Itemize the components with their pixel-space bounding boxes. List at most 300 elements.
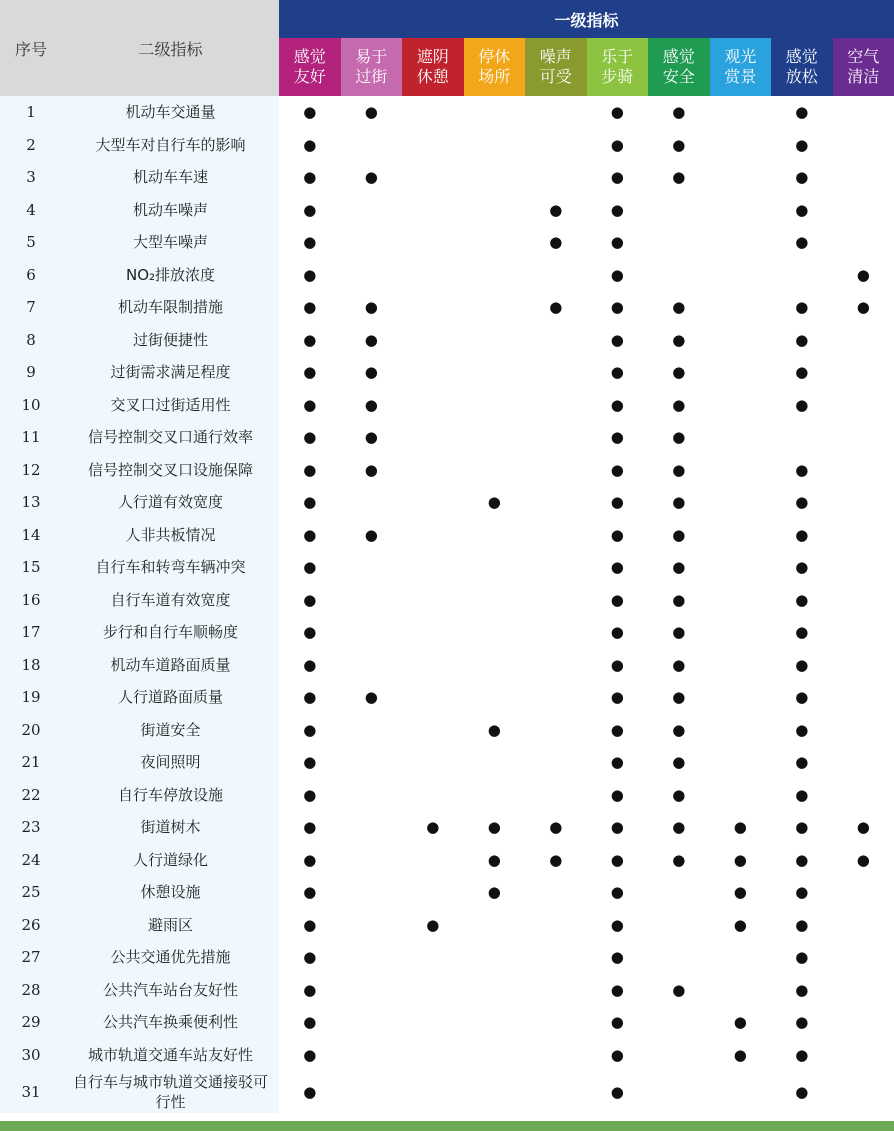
row-index: 12 bbox=[0, 454, 62, 487]
mark-cell bbox=[402, 649, 464, 682]
mark-cell bbox=[771, 1039, 833, 1072]
dot-marker: ● bbox=[733, 1045, 747, 1064]
mark-cell bbox=[710, 454, 772, 487]
indicator-rows bbox=[0, 96, 894, 1113]
mark-cell bbox=[833, 941, 894, 974]
table-row bbox=[0, 324, 894, 357]
category-line2: 友好 bbox=[293, 67, 326, 86]
mark-cell bbox=[587, 421, 649, 454]
mark-cell bbox=[279, 649, 341, 682]
mark-cell bbox=[710, 259, 772, 292]
dot-marker: ● bbox=[795, 688, 809, 707]
category-line2: 场所 bbox=[478, 67, 511, 86]
mark-cell bbox=[279, 909, 341, 942]
table-row bbox=[0, 844, 894, 877]
mark-cell bbox=[833, 746, 894, 779]
category-header-6 bbox=[587, 38, 649, 96]
mark-cell bbox=[833, 844, 894, 877]
mark-cell bbox=[648, 96, 710, 129]
dot-marker: ● bbox=[795, 980, 809, 999]
mark-cell bbox=[341, 421, 403, 454]
dot-marker: ● bbox=[795, 753, 809, 772]
mark-cell bbox=[341, 681, 403, 714]
secondary-indicator-name: 自行车与城市轨道交通接驳可行性 bbox=[62, 1071, 279, 1113]
category-line2: 赏景 bbox=[724, 67, 757, 86]
dot-marker: ● bbox=[364, 395, 378, 414]
dot-marker: ● bbox=[610, 395, 624, 414]
secondary-indicator-name: 休憩设施 bbox=[62, 876, 279, 909]
mark-cell bbox=[402, 1071, 464, 1113]
secondary-indicator-name: 过街便捷性 bbox=[62, 324, 279, 357]
dot-marker: ● bbox=[487, 818, 501, 837]
mark-cell bbox=[464, 876, 526, 909]
mark-cell bbox=[279, 551, 341, 584]
mark-cell bbox=[525, 746, 587, 779]
dot-marker: ● bbox=[610, 655, 624, 674]
dot-marker: ● bbox=[856, 265, 870, 284]
mark-cell bbox=[587, 681, 649, 714]
row-index: 25 bbox=[0, 876, 62, 909]
secondary-indicator-name: 过街需求满足程度 bbox=[62, 356, 279, 389]
mark-cell bbox=[279, 486, 341, 519]
dot-marker: ● bbox=[672, 720, 686, 739]
mark-cell bbox=[833, 779, 894, 812]
dot-marker: ● bbox=[856, 850, 870, 869]
dot-marker: ● bbox=[795, 103, 809, 122]
dot-marker: ● bbox=[795, 493, 809, 512]
mark-cell bbox=[341, 584, 403, 617]
mark-cell bbox=[341, 1071, 403, 1113]
mark-cell bbox=[279, 324, 341, 357]
mark-cell bbox=[341, 714, 403, 747]
row-index: 17 bbox=[0, 616, 62, 649]
mark-cell bbox=[525, 519, 587, 552]
mark-cell bbox=[833, 909, 894, 942]
mark-cell bbox=[525, 454, 587, 487]
mark-cell bbox=[648, 324, 710, 357]
mark-cell bbox=[525, 324, 587, 357]
mark-cell bbox=[464, 811, 526, 844]
mark-cell bbox=[279, 161, 341, 194]
mark-cell bbox=[587, 259, 649, 292]
mark-cell bbox=[279, 714, 341, 747]
mark-cell bbox=[525, 909, 587, 942]
mark-cell bbox=[341, 844, 403, 877]
mark-cell bbox=[279, 454, 341, 487]
mark-cell bbox=[710, 389, 772, 422]
row-index: 15 bbox=[0, 551, 62, 584]
mark-cell bbox=[279, 941, 341, 974]
mark-cell bbox=[279, 519, 341, 552]
dot-marker: ● bbox=[303, 1045, 317, 1064]
table-row bbox=[0, 714, 894, 747]
dot-marker: ● bbox=[303, 883, 317, 902]
mark-cell bbox=[710, 746, 772, 779]
table-row bbox=[0, 551, 894, 584]
mark-cell bbox=[771, 714, 833, 747]
mark-cell bbox=[833, 876, 894, 909]
mark-cell bbox=[464, 941, 526, 974]
mark-cell bbox=[833, 194, 894, 227]
mark-cell bbox=[464, 649, 526, 682]
mark-cell bbox=[771, 259, 833, 292]
mark-cell bbox=[587, 974, 649, 1007]
category-header-3 bbox=[402, 38, 464, 96]
dot-marker: ● bbox=[303, 233, 317, 252]
secondary-indicator-name: 避雨区 bbox=[62, 909, 279, 942]
dot-marker: ● bbox=[610, 233, 624, 252]
mark-cell bbox=[587, 486, 649, 519]
mark-cell bbox=[710, 1071, 772, 1113]
mark-cell bbox=[648, 259, 710, 292]
mark-cell bbox=[279, 1039, 341, 1072]
mark-cell bbox=[464, 844, 526, 877]
dot-marker: ● bbox=[672, 558, 686, 577]
mark-cell bbox=[464, 779, 526, 812]
category-line2: 安全 bbox=[662, 67, 695, 86]
table-row bbox=[0, 194, 894, 227]
mark-cell bbox=[279, 584, 341, 617]
row-index: 28 bbox=[0, 974, 62, 1007]
mark-cell bbox=[648, 584, 710, 617]
category-header-4 bbox=[464, 38, 526, 96]
mark-cell bbox=[833, 291, 894, 324]
dot-marker: ● bbox=[610, 948, 624, 967]
mark-cell bbox=[771, 324, 833, 357]
secondary-indicator-name: 步行和自行车顺畅度 bbox=[62, 616, 279, 649]
dot-marker: ● bbox=[303, 915, 317, 934]
mark-cell bbox=[648, 909, 710, 942]
mark-cell bbox=[341, 486, 403, 519]
mark-cell bbox=[464, 129, 526, 162]
mark-cell bbox=[402, 1039, 464, 1072]
mark-cell bbox=[402, 714, 464, 747]
dot-marker: ● bbox=[795, 1013, 809, 1032]
mark-cell bbox=[648, 1006, 710, 1039]
mark-cell bbox=[833, 454, 894, 487]
secondary-indicator-name: 夜间照明 bbox=[62, 746, 279, 779]
dot-marker: ● bbox=[303, 168, 317, 187]
category-line1: 观光 bbox=[724, 47, 757, 66]
mark-cell bbox=[279, 974, 341, 1007]
dot-marker: ● bbox=[610, 785, 624, 804]
mark-cell bbox=[771, 421, 833, 454]
mark-cell bbox=[710, 161, 772, 194]
mark-cell bbox=[402, 194, 464, 227]
dot-marker: ● bbox=[303, 428, 317, 447]
mark-cell bbox=[771, 1071, 833, 1113]
mark-cell bbox=[341, 876, 403, 909]
dot-marker: ● bbox=[795, 883, 809, 902]
mark-cell bbox=[710, 649, 772, 682]
table-row bbox=[0, 746, 894, 779]
mark-cell bbox=[402, 454, 464, 487]
dot-marker: ● bbox=[672, 980, 686, 999]
dot-marker: ● bbox=[795, 363, 809, 382]
dot-marker: ● bbox=[672, 525, 686, 544]
mark-cell bbox=[587, 714, 649, 747]
secondary-indicator-name: 大型车噪声 bbox=[62, 226, 279, 259]
mark-cell bbox=[464, 96, 526, 129]
dot-marker: ● bbox=[303, 753, 317, 772]
dot-marker: ● bbox=[610, 1013, 624, 1032]
dot-marker: ● bbox=[733, 1013, 747, 1032]
dot-marker: ● bbox=[733, 883, 747, 902]
category-line2: 休憩 bbox=[416, 67, 449, 86]
mark-cell bbox=[648, 649, 710, 682]
mark-cell bbox=[402, 421, 464, 454]
mark-cell bbox=[402, 974, 464, 1007]
row-index: 29 bbox=[0, 1006, 62, 1039]
mark-cell bbox=[402, 96, 464, 129]
mark-cell bbox=[771, 1006, 833, 1039]
dot-marker: ● bbox=[795, 948, 809, 967]
mark-cell bbox=[279, 876, 341, 909]
mark-cell bbox=[771, 681, 833, 714]
mark-cell bbox=[771, 356, 833, 389]
dot-marker: ● bbox=[303, 980, 317, 999]
table-row bbox=[0, 584, 894, 617]
mark-cell bbox=[771, 974, 833, 1007]
dot-marker: ● bbox=[672, 785, 686, 804]
mark-cell bbox=[525, 356, 587, 389]
mark-cell bbox=[833, 324, 894, 357]
category-line1: 停休 bbox=[478, 47, 511, 66]
category-header-1 bbox=[279, 38, 341, 96]
dot-marker: ● bbox=[610, 200, 624, 219]
dot-marker: ● bbox=[795, 460, 809, 479]
mark-cell bbox=[587, 779, 649, 812]
row-index: 4 bbox=[0, 194, 62, 227]
dot-marker: ● bbox=[303, 720, 317, 739]
mark-cell bbox=[341, 259, 403, 292]
mark-cell bbox=[587, 1039, 649, 1072]
row-index: 10 bbox=[0, 389, 62, 422]
dot-marker: ● bbox=[303, 785, 317, 804]
mark-cell bbox=[341, 389, 403, 422]
mark-cell bbox=[648, 194, 710, 227]
row-index: 16 bbox=[0, 584, 62, 617]
dot-marker: ● bbox=[795, 915, 809, 934]
dot-marker: ● bbox=[303, 818, 317, 837]
mark-cell bbox=[402, 811, 464, 844]
mark-cell bbox=[833, 681, 894, 714]
table-row bbox=[0, 649, 894, 682]
mark-cell bbox=[279, 421, 341, 454]
dot-marker: ● bbox=[303, 558, 317, 577]
dot-marker: ● bbox=[610, 135, 624, 154]
dot-marker: ● bbox=[364, 525, 378, 544]
mark-cell bbox=[771, 96, 833, 129]
category-line1: 易于 bbox=[355, 47, 388, 66]
mark-cell bbox=[587, 1006, 649, 1039]
mark-cell bbox=[710, 421, 772, 454]
mark-cell bbox=[587, 551, 649, 584]
row-index: 13 bbox=[0, 486, 62, 519]
dot-marker: ● bbox=[303, 395, 317, 414]
mark-cell bbox=[525, 1039, 587, 1072]
table-row bbox=[0, 1071, 894, 1113]
mark-cell bbox=[710, 291, 772, 324]
dot-marker: ● bbox=[733, 850, 747, 869]
table-row bbox=[0, 616, 894, 649]
row-index: 23 bbox=[0, 811, 62, 844]
dot-marker: ● bbox=[610, 363, 624, 382]
secondary-indicator-name: 人行道绿化 bbox=[62, 844, 279, 877]
table-row bbox=[0, 876, 894, 909]
mark-cell bbox=[402, 486, 464, 519]
table-row bbox=[0, 161, 894, 194]
mark-cell bbox=[279, 779, 341, 812]
mark-cell bbox=[341, 779, 403, 812]
mark-cell bbox=[464, 421, 526, 454]
secondary-indicator-name: 机动车噪声 bbox=[62, 194, 279, 227]
row-index: 2 bbox=[0, 129, 62, 162]
category-header-10 bbox=[833, 38, 894, 96]
mark-cell bbox=[341, 746, 403, 779]
secondary-indicator-name: 人行道路面质量 bbox=[62, 681, 279, 714]
row-index: 27 bbox=[0, 941, 62, 974]
dot-marker: ● bbox=[795, 818, 809, 837]
mark-cell bbox=[648, 844, 710, 877]
mark-cell bbox=[648, 454, 710, 487]
dot-marker: ● bbox=[303, 493, 317, 512]
table-row bbox=[0, 259, 894, 292]
mark-cell bbox=[402, 941, 464, 974]
row-index: 3 bbox=[0, 161, 62, 194]
secondary-indicator-name: 机动车限制措施 bbox=[62, 291, 279, 324]
mark-cell bbox=[771, 844, 833, 877]
category-line1: 空气 bbox=[847, 47, 880, 66]
dot-marker: ● bbox=[610, 330, 624, 349]
mark-cell bbox=[525, 844, 587, 877]
dot-marker: ● bbox=[303, 460, 317, 479]
mark-cell bbox=[648, 389, 710, 422]
dot-marker: ● bbox=[672, 298, 686, 317]
bottom-accent-bar bbox=[0, 1121, 894, 1131]
mark-cell bbox=[525, 1006, 587, 1039]
mark-cell bbox=[525, 389, 587, 422]
dot-marker: ● bbox=[610, 103, 624, 122]
mark-cell bbox=[279, 1071, 341, 1113]
mark-cell bbox=[648, 941, 710, 974]
dot-marker: ● bbox=[795, 655, 809, 674]
mark-cell bbox=[464, 1071, 526, 1113]
mark-cell bbox=[833, 226, 894, 259]
mark-cell bbox=[464, 486, 526, 519]
dot-marker: ● bbox=[549, 850, 563, 869]
secondary-indicator-name: 自行车道有效宽度 bbox=[62, 584, 279, 617]
mark-cell bbox=[587, 389, 649, 422]
dot-marker: ● bbox=[610, 460, 624, 479]
mark-cell bbox=[464, 1006, 526, 1039]
mark-cell bbox=[648, 746, 710, 779]
mark-cell bbox=[587, 161, 649, 194]
row-index: 19 bbox=[0, 681, 62, 714]
mark-cell bbox=[402, 746, 464, 779]
dot-marker: ● bbox=[303, 590, 317, 609]
mark-cell bbox=[279, 681, 341, 714]
table-row bbox=[0, 941, 894, 974]
row-index: 21 bbox=[0, 746, 62, 779]
mark-cell bbox=[648, 486, 710, 519]
mark-cell bbox=[279, 194, 341, 227]
dot-marker: ● bbox=[303, 330, 317, 349]
dot-marker: ● bbox=[303, 623, 317, 642]
dot-marker: ● bbox=[487, 883, 501, 902]
row-index: 14 bbox=[0, 519, 62, 552]
mark-cell bbox=[648, 1039, 710, 1072]
dot-marker: ● bbox=[795, 395, 809, 414]
mark-cell bbox=[587, 941, 649, 974]
secondary-indicator-name: 人行道有效宽度 bbox=[62, 486, 279, 519]
mark-cell bbox=[710, 519, 772, 552]
secondary-indicator-name: 自行车和转弯车辆冲突 bbox=[62, 551, 279, 584]
category-line2: 放松 bbox=[785, 67, 818, 86]
category-line2: 过街 bbox=[355, 67, 388, 86]
dot-marker: ● bbox=[549, 233, 563, 252]
mark-cell bbox=[587, 454, 649, 487]
secondary-indicator-name: 城市轨道交通车站友好性 bbox=[62, 1039, 279, 1072]
mark-cell bbox=[710, 714, 772, 747]
secondary-indicator-name: 机动车道路面质量 bbox=[62, 649, 279, 682]
mark-cell bbox=[525, 616, 587, 649]
mark-cell bbox=[525, 486, 587, 519]
mark-cell bbox=[710, 844, 772, 877]
dot-marker: ● bbox=[610, 1083, 624, 1101]
row-index: 18 bbox=[0, 649, 62, 682]
dot-marker: ● bbox=[364, 298, 378, 317]
index-column-header: 序号 bbox=[0, 0, 62, 96]
mark-cell bbox=[402, 389, 464, 422]
mark-cell bbox=[710, 779, 772, 812]
dot-marker: ● bbox=[672, 168, 686, 187]
row-index: 22 bbox=[0, 779, 62, 812]
mark-cell bbox=[648, 1071, 710, 1113]
row-index: 31 bbox=[0, 1071, 62, 1113]
mark-cell bbox=[279, 811, 341, 844]
secondary-indicator-name: 人非共板情况 bbox=[62, 519, 279, 552]
mark-cell bbox=[402, 226, 464, 259]
mark-cell bbox=[833, 421, 894, 454]
category-header-8 bbox=[710, 38, 772, 96]
mark-cell bbox=[525, 941, 587, 974]
dot-marker: ● bbox=[795, 233, 809, 252]
dot-marker: ● bbox=[549, 298, 563, 317]
mark-cell bbox=[464, 714, 526, 747]
secondary-indicator-name: NO₂排放浓度 bbox=[62, 259, 279, 292]
mark-cell bbox=[279, 746, 341, 779]
table-row bbox=[0, 681, 894, 714]
dot-marker: ● bbox=[610, 558, 624, 577]
mark-cell bbox=[771, 161, 833, 194]
mark-cell bbox=[833, 161, 894, 194]
mark-cell bbox=[525, 161, 587, 194]
mark-cell bbox=[464, 454, 526, 487]
category-line2: 步骑 bbox=[601, 67, 634, 86]
row-index: 30 bbox=[0, 1039, 62, 1072]
dot-marker: ● bbox=[426, 915, 440, 934]
dot-marker: ● bbox=[610, 428, 624, 447]
dot-marker: ● bbox=[610, 753, 624, 772]
mark-cell bbox=[587, 876, 649, 909]
dot-marker: ● bbox=[303, 688, 317, 707]
dot-marker: ● bbox=[856, 818, 870, 837]
mark-cell bbox=[710, 876, 772, 909]
mark-cell bbox=[833, 551, 894, 584]
dot-marker: ● bbox=[795, 135, 809, 154]
secondary-indicator-name: 机动车车速 bbox=[62, 161, 279, 194]
